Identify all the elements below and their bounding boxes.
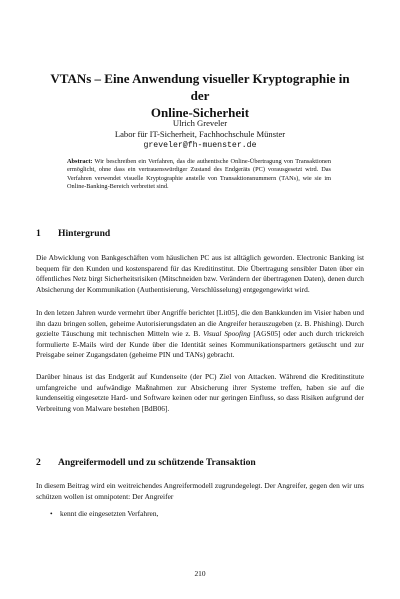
- paragraph-2-text-a: In den letzen Jahren wurde vermehrt über Angriffe berichtet [Lit05], die den Bankkunden im Visier haben und ihn dazu bringen sollen, geheime Autorisierungsdaten an die Angreifer herauszugeben (z. B. Phishing). Durch gezielte Täuschung mit technischen Mitteln wie z. B.: [36, 308, 364, 339]
- section-2-title: Angreifermodell und zu schützende Transaktion: [58, 457, 256, 468]
- section-2-paragraph-1: In diesem Beitrag wird ein weitreichendes Angreifermodell zugrundegelegt. Der Angreifer, gegen den wir uns schützen wollen ist omnipotent: Der Angreifer: [36, 481, 364, 501]
- list-item: [50, 509, 158, 520]
- page-number: 210: [194, 569, 206, 578]
- section-2-heading: [36, 457, 256, 469]
- paper-title: [40, 70, 360, 121]
- section-1-paragraph-3: Darüber hinaus ist das Endgerät auf Kundenseite (der PC) Ziel von Attacken. Während die Kreditinstitute umfangreiche und aufwändige Maßnahmen zur Absicherung ihrer Systeme treffen, haben sie auf die kundenseitig eingesetzte Hard- und Software keinen oder nur geringen Einfluss, so dass Risiken aufgrund der Verbreitung von Malware bestehen [BdB06].: [36, 372, 364, 413]
- section-1-number: 1: [36, 228, 41, 239]
- author-affiliation: Labor für IT-Sicherheit, Fachhochschule Münster: [114, 129, 286, 139]
- section-1-heading: [36, 228, 110, 240]
- section-1-title: Hintergrund: [58, 228, 111, 239]
- paragraph-2-text-b: [AGS05] oder auch durch trickreich formulierte E-Mails wird der Kunde über die Identität seines Kommunikationspartners getäuscht und zur Preisgabe seiner Zugangsdaten (geheime PIN und TANs) gebracht.: [36, 329, 364, 360]
- title-line-2: Online-Sicherheit: [150, 105, 250, 120]
- section-2-number: 2: [36, 457, 41, 468]
- section-1-paragraph-1: Die Abwicklung von Bankgeschäften vom häuslichen PC aus ist alltäglich geworden. Electronic Banking ist bequem für den Kunden und kostensparend für das Kreditinstitut. Die Übertragung sensibler Daten über ein öffentliches Netz birgt Sicherheitsrisiken (Mitschneiden bzw. Verändern der übertragenen Daten), denen durch Absicherung der Kommunikation (Authentisierung, Verschlüsselung) entgegengewirkt wird.: [36, 253, 364, 294]
- abstract-text: Wir beschreiben ein Verfahren, das die authentische Online-Übertragung von Transaktionen ermöglicht, ohne dass ein vertrauenswürdiger Zustand des Endgeräts (PC) vorausgesetzt wird. Das Verfahren verwendet visuelle Kryptographie anstelle von Transaktionsnummern (TANs), wie sie im Online-Banking-Bereich verbreitet sind.: [67, 158, 331, 191]
- author-name: Ulrich Greveler: [172, 118, 228, 128]
- author-block: [40, 118, 360, 151]
- title-line-1: VTANs – Eine Anwendung visueller Kryptographie in der: [50, 71, 350, 103]
- bullet-dot: •: [50, 509, 53, 518]
- bullet-1-text: kennt die eingesetzten Verfahren,: [60, 509, 159, 518]
- abstract: [67, 158, 331, 192]
- abstract-label: Abstract:: [67, 158, 93, 165]
- visual-spoofing-term: Visual Spoofing: [203, 329, 251, 339]
- author-email[interactable]: greveler@fh-muenster.de: [143, 141, 257, 150]
- section-1-paragraph-2: [36, 308, 364, 361]
